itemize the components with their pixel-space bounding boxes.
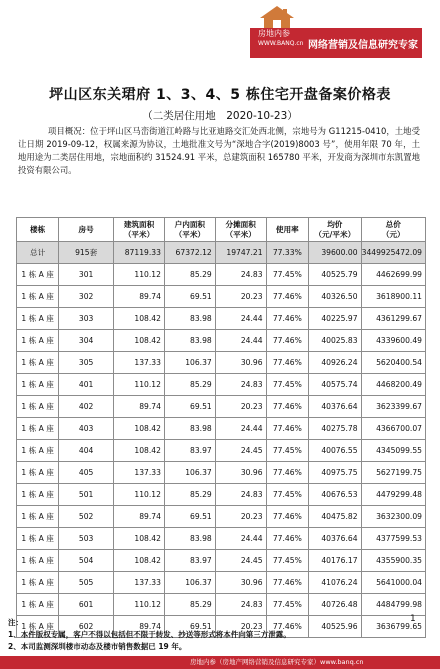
footer-text: 房地内参（房地产网络营销及信息研究专家）www.banq.cn — [190, 658, 364, 666]
table-cell: 77.46% — [266, 418, 308, 440]
table-cell: 89.74 — [114, 506, 165, 528]
page-number: 1 — [410, 614, 416, 624]
table-row — [17, 462, 426, 484]
table-cell: 83.97 — [164, 550, 215, 572]
table-cell: 77.46% — [266, 330, 308, 352]
table-cell: 1 栋 A 座 — [17, 528, 59, 550]
table-cell: 601 — [59, 594, 114, 616]
page-title: 坪山区东关珺府 1、3、4、5 栋住宅开盘备案价格表 — [49, 87, 391, 103]
table-cell: 5641000.04 — [361, 572, 425, 594]
table-cell: 40575.74 — [309, 374, 362, 396]
column-header: 使用率 — [266, 218, 308, 242]
table-cell: 3618900.11 — [361, 286, 425, 308]
table-cell: 40726.48 — [309, 594, 362, 616]
table-cell: 40926.24 — [309, 352, 362, 374]
table-cell: 108.42 — [114, 528, 165, 550]
table-cell: 505 — [59, 572, 114, 594]
project-overview: 项目概况：位于坪山区马峦街道江岭路与比亚迪路交汇处西北侧，宗地号为 G11215-0410，土地受让日期 2019-09-12，权属来源为协议，土地批准文号为“深地合字(2019)8003 号”，使用年限 70 年，土地用途为二类居住用地，宗地面积约 31524.91 平米，总建筑面积 165780 平米，开发商为深圳市东凯置地投资有限公司。 — [18, 126, 420, 175]
table-cell: 40076.55 — [309, 440, 362, 462]
table-cell: 1 栋 A 座 — [17, 396, 59, 418]
table-cell: 108.42 — [114, 418, 165, 440]
table-total-row — [17, 242, 426, 264]
table-cell: 41076.24 — [309, 572, 362, 594]
table-cell: 501 — [59, 484, 114, 506]
table-cell: 1 栋 A 座 — [17, 264, 59, 286]
table-cell: 77.45% — [266, 484, 308, 506]
table-row — [17, 506, 426, 528]
table-row — [17, 264, 426, 286]
table-cell: 30.96 — [215, 572, 266, 594]
column-header: 建筑面积 （平米） — [114, 218, 165, 242]
table-row — [17, 484, 426, 506]
table-cell: 40326.50 — [309, 286, 362, 308]
table-cell: 405 — [59, 462, 114, 484]
table-cell: 301 — [59, 264, 114, 286]
table-cell: 40376.64 — [309, 528, 362, 550]
table-cell: 40376.64 — [309, 396, 362, 418]
table-cell: 137.33 — [114, 462, 165, 484]
table-cell: 40475.82 — [309, 506, 362, 528]
table-cell: 77.46% — [266, 572, 308, 594]
table-cell: 110.12 — [114, 484, 165, 506]
table-cell: 1 栋 A 座 — [17, 506, 59, 528]
table-row — [17, 440, 426, 462]
table-cell: 504 — [59, 550, 114, 572]
table-cell: 24.45 — [215, 550, 266, 572]
table-cell: 302 — [59, 286, 114, 308]
table-cell: 1 栋 A 座 — [17, 616, 59, 638]
table-row — [17, 418, 426, 440]
table-cell: 69.51 — [164, 286, 215, 308]
table-cell: 3623399.67 — [361, 396, 425, 418]
table-cell: 85.29 — [164, 484, 215, 506]
table-cell: 77.46% — [266, 506, 308, 528]
page-subtitle: （二类居住用地 2020-10-23） — [142, 110, 298, 122]
table-cell: 77.46% — [266, 352, 308, 374]
table-cell: 83.98 — [164, 528, 215, 550]
table-cell: 1 栋 A 座 — [17, 572, 59, 594]
table-row — [17, 330, 426, 352]
table-cell: 3449925472.09 — [361, 242, 425, 264]
table-cell: 总计 — [17, 242, 59, 264]
table-row — [17, 572, 426, 594]
table-row — [17, 374, 426, 396]
table-cell: 87119.33 — [114, 242, 165, 264]
table-cell: 77.33% — [266, 242, 308, 264]
table-cell: 77.46% — [266, 462, 308, 484]
table-cell: 24.83 — [215, 484, 266, 506]
table-cell: 106.37 — [164, 462, 215, 484]
table-cell: 77.46% — [266, 528, 308, 550]
table-cell: 77.46% — [266, 396, 308, 418]
table-cell: 4361299.67 — [361, 308, 425, 330]
table-cell: 89.74 — [114, 616, 165, 638]
table-row — [17, 594, 426, 616]
column-header: 楼栋 — [17, 218, 59, 242]
table-row — [17, 550, 426, 572]
table-cell: 89.74 — [114, 286, 165, 308]
table-cell: 502 — [59, 506, 114, 528]
table-cell: 1 栋 A 座 — [17, 484, 59, 506]
column-header: 总价 （元） — [361, 218, 425, 242]
table-cell: 24.83 — [215, 594, 266, 616]
table-cell: 83.98 — [164, 418, 215, 440]
table-cell: 304 — [59, 330, 114, 352]
table-row — [17, 286, 426, 308]
table-row — [17, 396, 426, 418]
table-cell: 106.37 — [164, 352, 215, 374]
table-cell: 1 栋 A 座 — [17, 330, 59, 352]
table-cell: 1 栋 A 座 — [17, 550, 59, 572]
table-cell: 108.42 — [114, 550, 165, 572]
table-cell: 40676.53 — [309, 484, 362, 506]
table-cell: 401 — [59, 374, 114, 396]
table-cell: 4462699.99 — [361, 264, 425, 286]
table-cell: 1 栋 A 座 — [17, 286, 59, 308]
table-cell: 5620400.54 — [361, 352, 425, 374]
notes-label: 注： — [8, 618, 23, 627]
table-cell: 4366700.07 — [361, 418, 425, 440]
table-cell: 40525.79 — [309, 264, 362, 286]
table-cell: 110.12 — [114, 374, 165, 396]
table-cell: 40225.97 — [309, 308, 362, 330]
table-cell: 24.45 — [215, 440, 266, 462]
logo-url: WWW.BANQ.cn — [258, 40, 304, 47]
table-cell: 39600.00 — [309, 242, 362, 264]
table-cell: 915套 — [59, 242, 114, 264]
table-cell: 20.23 — [215, 286, 266, 308]
table-cell: 77.46% — [266, 308, 308, 330]
table-cell: 19747.21 — [215, 242, 266, 264]
table-cell: 4484799.98 — [361, 594, 425, 616]
table-cell: 403 — [59, 418, 114, 440]
table-body — [17, 242, 426, 638]
table-cell: 77.45% — [266, 264, 308, 286]
table-cell: 1 栋 A 座 — [17, 308, 59, 330]
table-cell: 69.51 — [164, 506, 215, 528]
table-cell: 67372.12 — [164, 242, 215, 264]
column-header: 分摊面积 （平米） — [215, 218, 266, 242]
table-cell: 1 栋 A 座 — [17, 418, 59, 440]
table-cell: 77.46% — [266, 616, 308, 638]
logo-text: 房地内参 — [258, 29, 290, 38]
price-table — [16, 217, 426, 638]
table-cell: 5627199.75 — [361, 462, 425, 484]
table-cell: 108.42 — [114, 440, 165, 462]
table-cell: 30.96 — [215, 462, 266, 484]
note-item-1: 1、本件版权专属，客户不得以包括但不限于转发、抄送等形式将本件向第三方泄露。 — [8, 630, 291, 639]
table-cell: 303 — [59, 308, 114, 330]
table-header-row — [17, 218, 426, 242]
table-cell: 83.97 — [164, 440, 215, 462]
table-cell: 106.37 — [164, 572, 215, 594]
table-cell: 85.29 — [164, 374, 215, 396]
table-cell: 40525.96 — [309, 616, 362, 638]
notes — [8, 617, 410, 653]
banner-title: 网络营销及信息研究专家 — [308, 40, 418, 51]
table-cell: 83.98 — [164, 308, 215, 330]
table-cell: 1 栋 A 座 — [17, 374, 59, 396]
table-cell: 24.44 — [215, 418, 266, 440]
table-cell: 20.23 — [215, 506, 266, 528]
table-cell: 77.45% — [266, 374, 308, 396]
table-cell: 402 — [59, 396, 114, 418]
table-cell: 137.33 — [114, 572, 165, 594]
table-cell: 404 — [59, 440, 114, 462]
table-cell: 77.45% — [266, 550, 308, 572]
table-cell: 4479299.48 — [361, 484, 425, 506]
table-cell: 4377599.53 — [361, 528, 425, 550]
table-cell: 4339600.49 — [361, 330, 425, 352]
table-cell: 1 栋 A 座 — [17, 462, 59, 484]
table-cell: 30.96 — [215, 352, 266, 374]
table-cell: 4355900.35 — [361, 550, 425, 572]
column-header: 均价 （元/平米） — [309, 218, 362, 242]
table-cell: 110.12 — [114, 594, 165, 616]
table-cell: 3632300.09 — [361, 506, 425, 528]
table-cell: 602 — [59, 616, 114, 638]
table-cell: 137.33 — [114, 352, 165, 374]
table-cell: 40025.83 — [309, 330, 362, 352]
table-cell: 77.45% — [266, 594, 308, 616]
table-cell: 1 栋 A 座 — [17, 352, 59, 374]
footer-bar — [0, 656, 440, 669]
table-cell: 1 栋 A 座 — [17, 594, 59, 616]
table-cell: 24.83 — [215, 264, 266, 286]
table-cell: 4468200.49 — [361, 374, 425, 396]
table-cell: 3636799.65 — [361, 616, 425, 638]
table-cell: 503 — [59, 528, 114, 550]
table-cell: 24.44 — [215, 330, 266, 352]
table-cell: 24.83 — [215, 374, 266, 396]
table-row — [17, 528, 426, 550]
table-cell: 85.29 — [164, 264, 215, 286]
table-cell: 77.45% — [266, 440, 308, 462]
table-cell: 20.23 — [215, 396, 266, 418]
table-cell: 4345099.55 — [361, 440, 425, 462]
table-cell: 85.29 — [164, 594, 215, 616]
table-cell: 108.42 — [114, 330, 165, 352]
table-cell: 1 栋 A 座 — [17, 440, 59, 462]
table-cell: 69.51 — [164, 616, 215, 638]
column-header: 户内面积 （平米） — [164, 218, 215, 242]
table-cell: 69.51 — [164, 396, 215, 418]
table-cell: 77.46% — [266, 286, 308, 308]
column-header: 房号 — [59, 218, 114, 242]
table-cell: 20.23 — [215, 616, 266, 638]
table-cell: 305 — [59, 352, 114, 374]
note-item-2: 2、本司监测深圳楼市动态及楼市销售数据已 19 年。 — [8, 642, 187, 651]
table-cell: 110.12 — [114, 264, 165, 286]
table-cell: 108.42 — [114, 308, 165, 330]
table-cell: 24.44 — [215, 308, 266, 330]
table-cell: 83.98 — [164, 330, 215, 352]
table-row — [17, 308, 426, 330]
table-cell: 89.74 — [114, 396, 165, 418]
table-cell: 40275.78 — [309, 418, 362, 440]
table-cell: 24.44 — [215, 528, 266, 550]
table-row — [17, 352, 426, 374]
header — [0, 0, 440, 60]
table-cell: 40975.75 — [309, 462, 362, 484]
table-cell: 40176.17 — [309, 550, 362, 572]
